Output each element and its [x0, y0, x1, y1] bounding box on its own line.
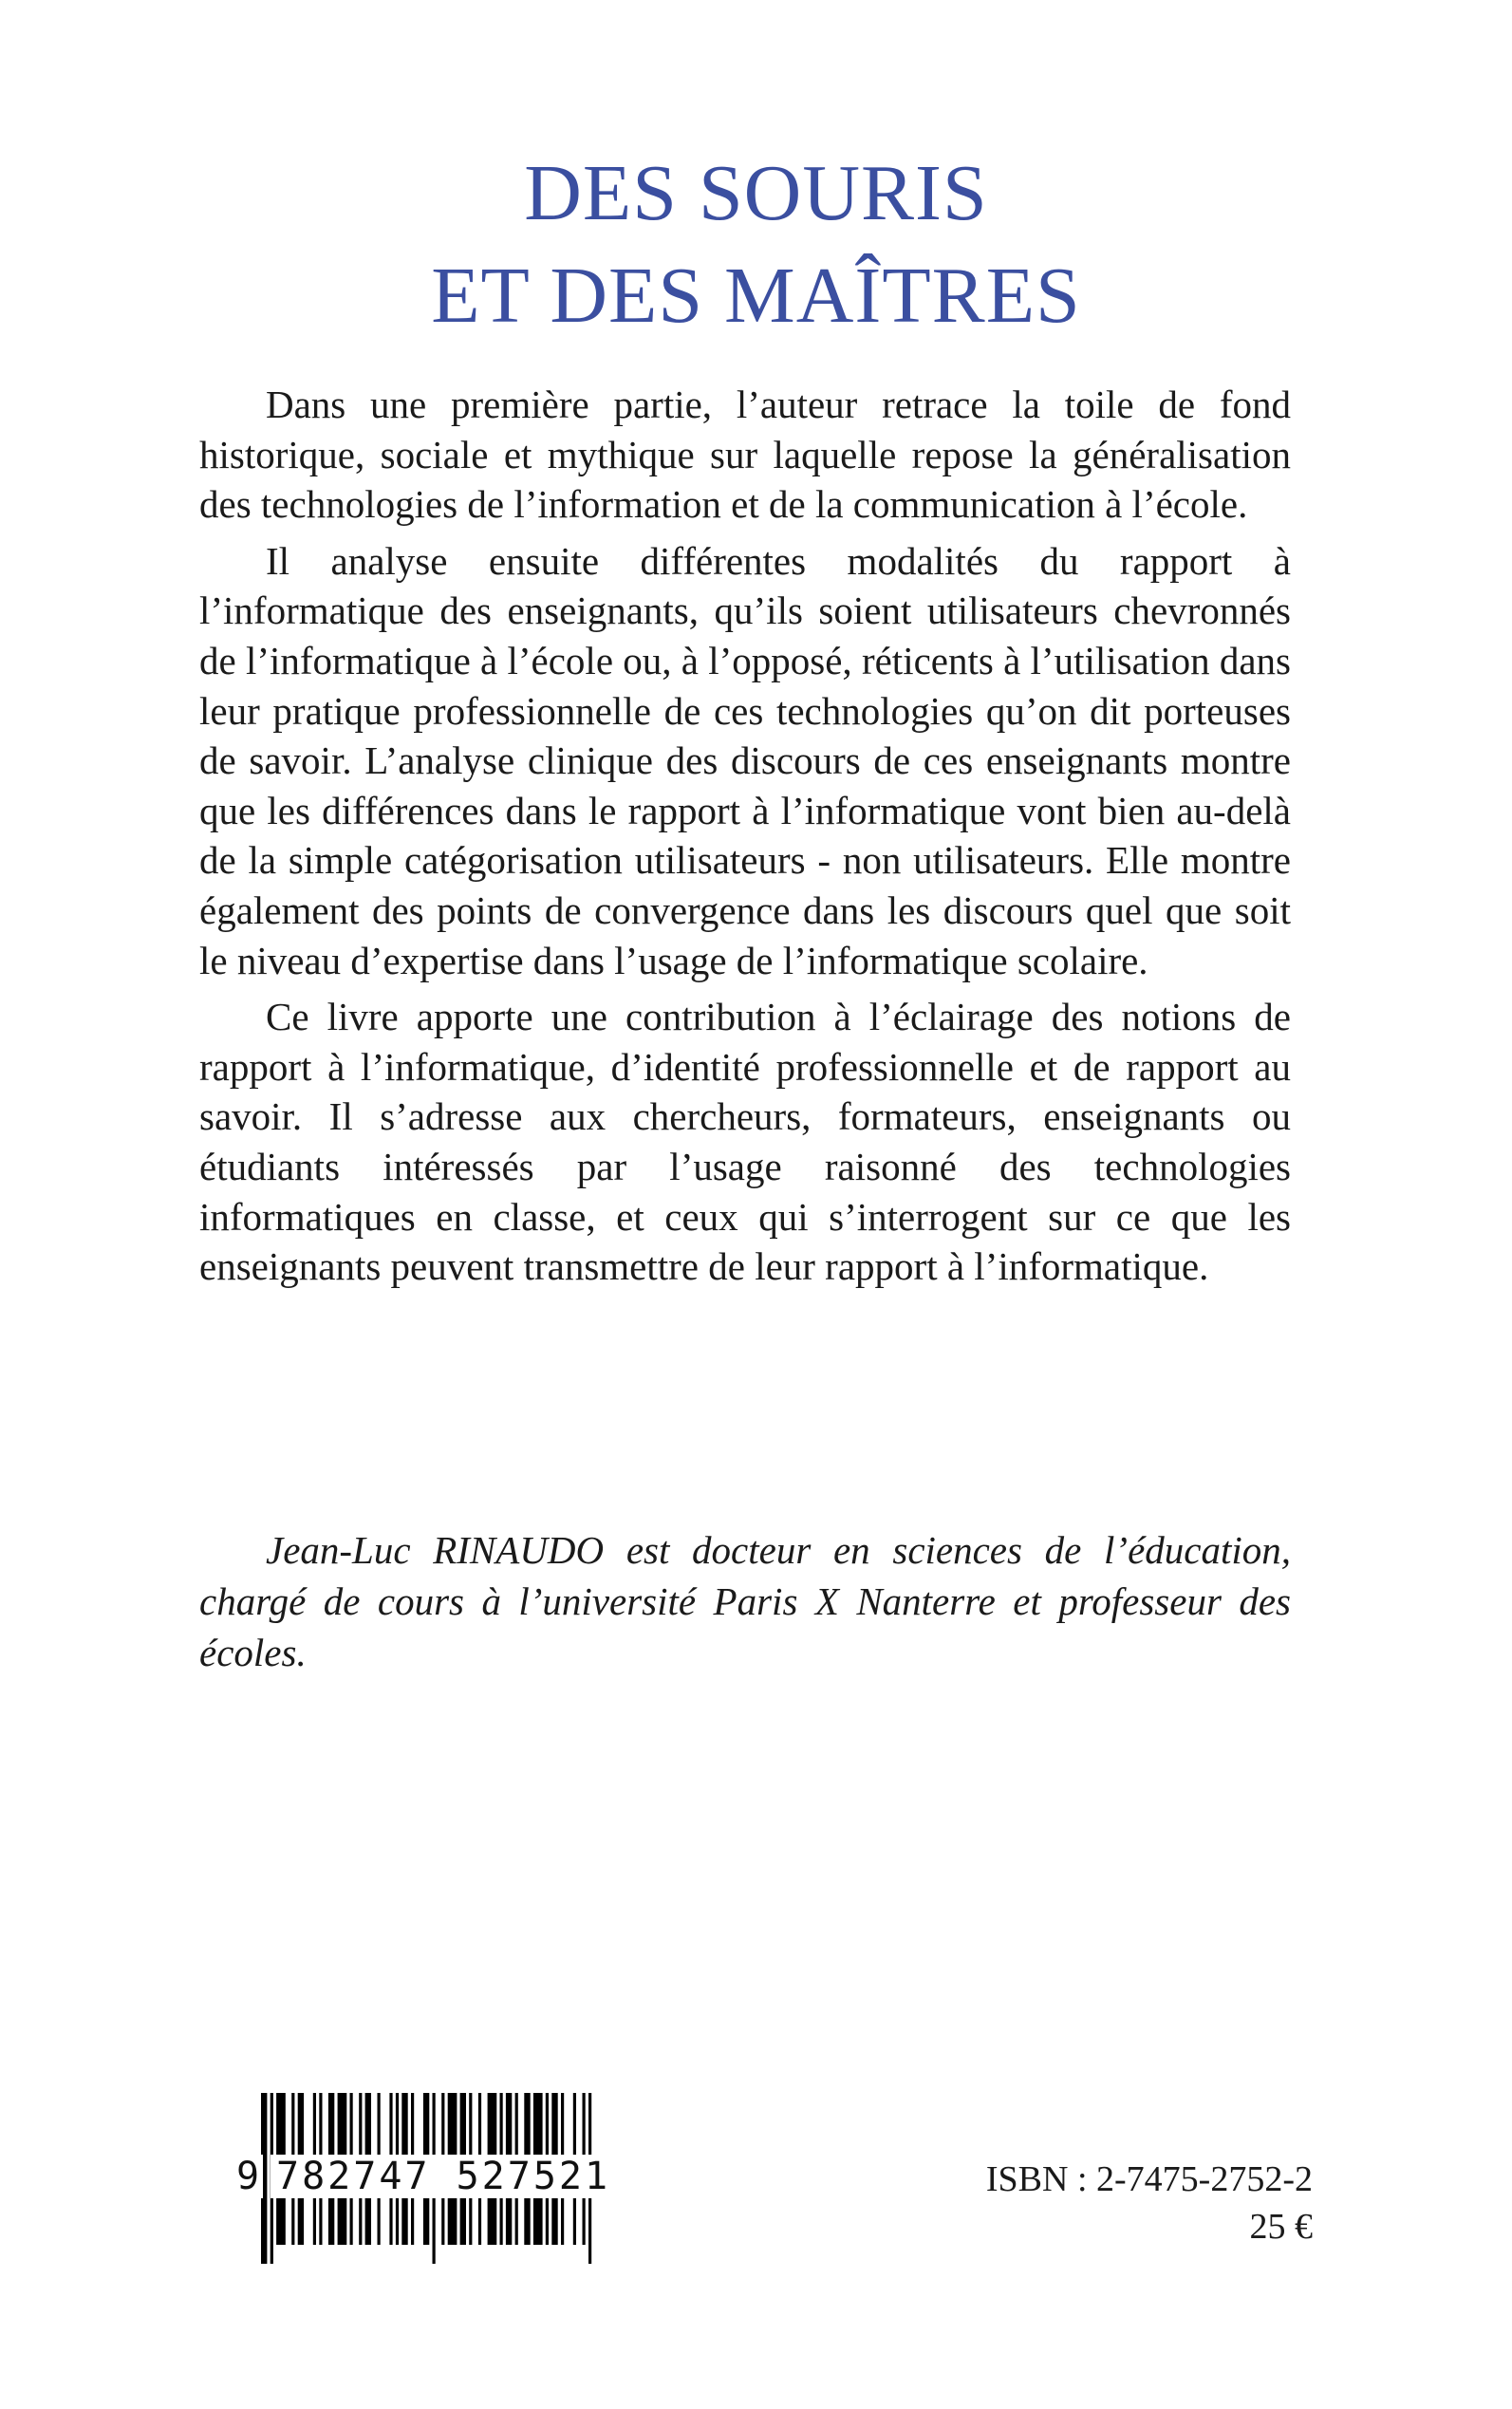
book-title	[0, 142, 1512, 347]
title-line-2: ET DES MAÎTRES	[431, 252, 1081, 340]
isbn-number: ISBN : 2-7475-2752-2	[985, 2159, 1313, 2199]
barcode-first-digit: 9	[233, 2155, 263, 2198]
price: 25 €	[1249, 2207, 1313, 2247]
back-cover-summary	[199, 380, 1291, 1298]
barcode-number: 782747 527521	[271, 2155, 616, 2198]
summary-paragraph: Dans une première partie, l’auteur retrace la toile de fond historique, sociale et mythique sur laquelle repose la généralisation des technologies de l’information et de la communication à l’école.	[199, 383, 1291, 527]
summary-paragraph: Ce livre apporte une contribution à l’éclairage des notions de rapport à l’informatique, d’identité professionnelle et de rapport au savoir. Il s’adresse aux chercheurs, formateurs, enseignants ou étudiants intéressés par l’usage raisonné des technologies informatiques en classe, et ceux qui s’interrogent sur ce que les enseignants peuvent transmettre de leur rapport à l’informatique.	[199, 995, 1291, 1289]
title-line-1: DES SOURIS	[524, 149, 988, 237]
summary-paragraph: Il analyse ensuite différentes modalités du rapport à l’informatique des enseignants, qu’ils soient utilisateurs chevronnés de l’informatique à l’école ou, à l’opposé, réticents à l’utilisation dans leur pratique professionnelle de ces technologies qu’on dit porteuses de savoir. L’analyse clinique des discours de ces enseignants montre que les différences dans le rapport à l’informatique vont bien au-delà de la simple catégorisation utilisateurs - non utilisateurs. Elle montre également des points de convergence dans les discours quel que soit le niveau d’expertise dans l’usage de l’informatique scolaire.	[199, 538, 1291, 982]
author-bio: Jean-Luc RINAUDO est docteur en sciences de l’éducation, chargé de cours à l’université Paris X Nanterre et professeur des écoles.	[199, 1528, 1291, 1674]
